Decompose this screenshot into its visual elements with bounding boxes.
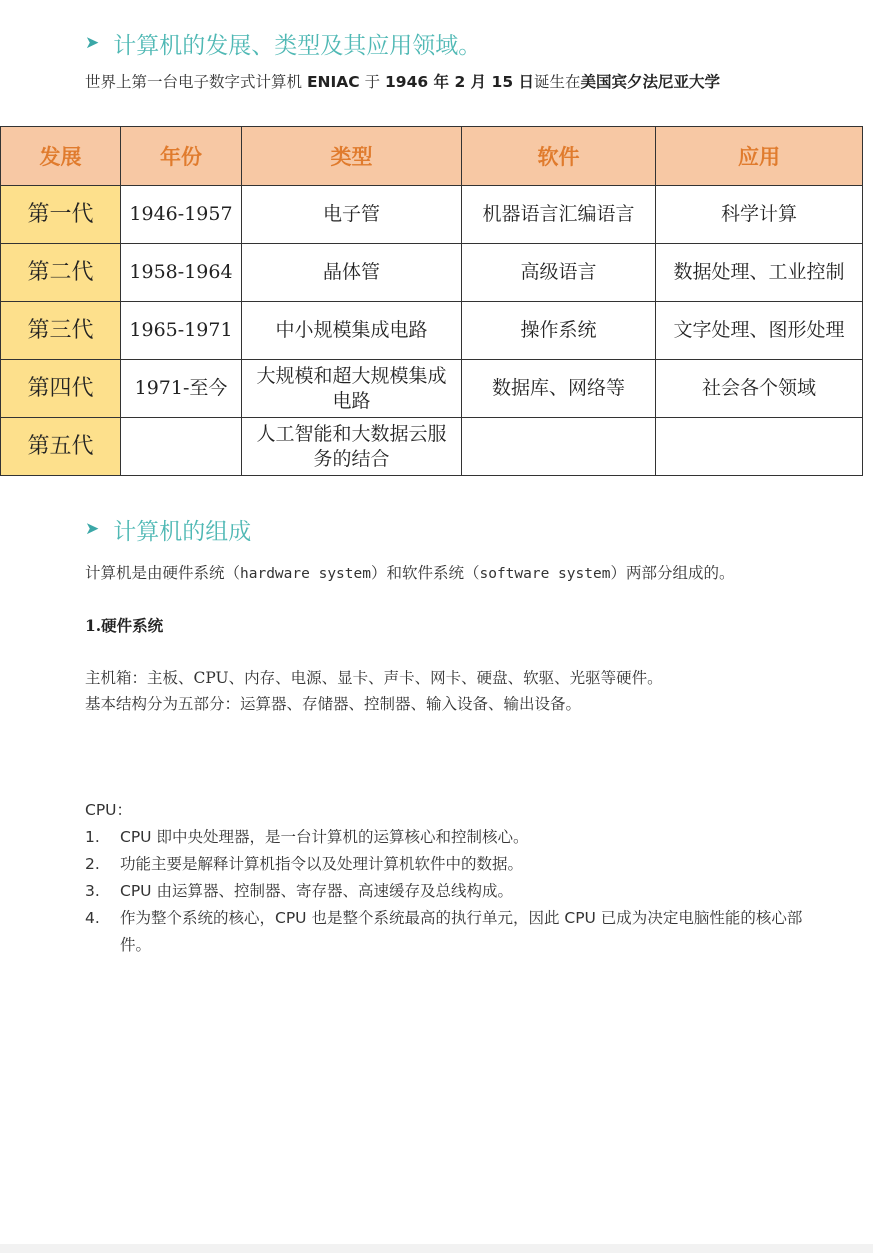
intro-month: 2: [454, 73, 466, 91]
cpu-label: CPU：: [85, 801, 133, 819]
header-software: 软件: [462, 127, 656, 186]
list-text: 功能主要是解释计算机指令以及处理计算机软件中的数据。: [120, 855, 524, 873]
cell-type: 电子管: [242, 186, 462, 244]
cell-type: 中小规模集成电路: [242, 302, 462, 360]
cpu-list: [85, 824, 805, 959]
cell-software: 操作系统: [462, 302, 656, 360]
intro-text: 诞生在: [534, 73, 581, 91]
list-number: 4.: [85, 909, 100, 927]
cell-years: 1946-1957: [121, 186, 242, 244]
list-text: CPU 即中央处理器，是一台计算机的运算核心和控制核心。: [120, 828, 529, 846]
cell-application: 科学计算: [656, 186, 863, 244]
cell-software: 数据库、网络等: [462, 360, 656, 418]
header-year: 年份: [121, 127, 242, 186]
intro-text: 世界上第一台电子数字式计算机: [85, 73, 307, 91]
cell-software: 高级语言: [462, 244, 656, 302]
table-row: [1, 244, 863, 302]
intro-text: 年: [428, 73, 455, 91]
hardware-system-title: 1.硬件系统: [85, 616, 164, 635]
composition-part: ）和软件系统（: [370, 564, 480, 582]
cell-generation: 第三代: [1, 302, 121, 360]
list-item: [85, 878, 805, 905]
list-number: 2.: [85, 855, 100, 873]
composition-part: 计算机是由硬件系统（: [85, 564, 241, 582]
cell-software: 机器语言汇编语言: [462, 186, 656, 244]
page-bottom-strip: [0, 1244, 873, 1253]
cell-generation: 第二代: [1, 244, 121, 302]
cell-application: 数据处理、工业控制: [656, 244, 863, 302]
intro-text: 于: [359, 73, 385, 91]
header-application: 应用: [656, 127, 863, 186]
composition-text: [85, 561, 734, 583]
cell-application: [656, 418, 863, 476]
mainbox-text: 主机箱：主板、CPU、内存、电源、显卡、声卡、网卡、硬盘、软驱、光驱等硬件。: [85, 669, 663, 687]
cell-years: 1958-1964: [121, 244, 242, 302]
cell-years: [121, 418, 242, 476]
structure-text: 基本结构分为五部分：运算器、存储器、控制器、输入设备、输出设备。: [85, 695, 582, 713]
cell-software: [462, 418, 656, 476]
arrow-bullet-icon: ➤: [85, 33, 100, 53]
cell-application: 文字处理、图形处理: [656, 302, 863, 360]
list-text: 作为整个系统的核心，CPU 也是整个系统最高的执行单元，因此 CPU 已成为决定电脑性能的核心部件。: [120, 909, 803, 954]
intro-text: 日: [513, 73, 535, 91]
composition-software: software system: [479, 566, 611, 582]
arrow-bullet-icon: ➤: [85, 519, 100, 539]
header-type: 类型: [242, 127, 462, 186]
intro-eniac: ENIAC: [306, 73, 360, 91]
list-item: [85, 905, 805, 959]
intro-day: 15: [491, 73, 514, 91]
list-number: 1.: [85, 828, 100, 846]
section-heading-text: 计算机的发展、类型及其应用领域。: [113, 32, 482, 59]
cell-years: 1971-至今: [121, 360, 242, 418]
table-row: [1, 418, 863, 476]
section-heading-text: 计算机的组成: [113, 518, 252, 545]
cell-type: 大规模和超大规模集成电路: [242, 360, 462, 418]
list-number: 3.: [85, 882, 100, 900]
header-development: 发展: [1, 127, 121, 186]
cell-type: 人工智能和大数据云服务的结合: [242, 418, 462, 476]
generations-table: [0, 126, 863, 476]
list-text: CPU 由运算器、控制器、寄存器、高速缓存及总线构成。: [120, 882, 513, 900]
cell-application: 社会各个领域: [656, 360, 863, 418]
intro-year: 1946: [385, 73, 429, 91]
section-heading-development: [85, 28, 481, 58]
cell-years: 1965-1971: [121, 302, 242, 360]
table-row: [1, 360, 863, 418]
table-row: [1, 302, 863, 360]
list-item: [85, 824, 805, 851]
composition-hardware: hardware system: [240, 566, 371, 582]
cell-generation: 第五代: [1, 418, 121, 476]
list-item: [85, 851, 805, 878]
cell-type: 晶体管: [242, 244, 462, 302]
cell-generation: 第四代: [1, 360, 121, 418]
section-heading-composition: [85, 514, 251, 544]
table-header-row: [1, 127, 863, 186]
cell-generation: 第一代: [1, 186, 121, 244]
table-row: [1, 186, 863, 244]
intro-text: 月: [465, 73, 492, 91]
intro-place: 美国宾夕法尼亚大学: [580, 73, 721, 91]
eniac-intro: [85, 70, 720, 92]
composition-part: ）两部分组成的。: [610, 564, 735, 582]
